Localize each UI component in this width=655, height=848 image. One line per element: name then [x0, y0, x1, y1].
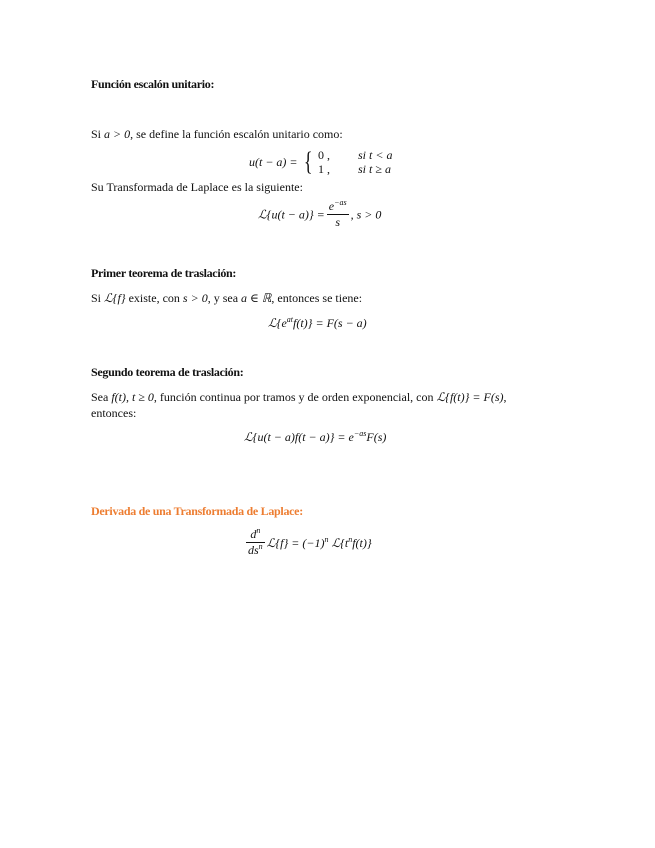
- heading-second-theorem: Segundo teorema de traslación:: [91, 365, 244, 379]
- ft-prefix: Si: [91, 291, 105, 305]
- st-prefix: Sea: [91, 390, 112, 404]
- derivative-numerator: $d^n$: [246, 528, 265, 543]
- first-theorem-text: [91, 291, 362, 305]
- case2-value: 1 ,: [318, 162, 331, 176]
- case2-condition: si t ≥ a: [358, 162, 391, 176]
- second-theorem-text-line2: entonces:: [91, 406, 137, 420]
- intro-suffix: , se define la función escalón unitario como:: [130, 127, 343, 141]
- left-brace-glyph: {: [303, 147, 313, 176]
- unit-step-definition: [249, 148, 392, 176]
- st-mid: , función continua por tramos y de orden exponencial, con: [153, 390, 437, 404]
- transform-denominator: s: [335, 215, 341, 229]
- second-theorem-formula: ℒ{u(t − $a)f(t - a)\} = e^{-as}F(s)$: [244, 429, 387, 444]
- derivative-formula: [244, 528, 372, 557]
- cases-block: [318, 148, 392, 176]
- transform-numerator: $e^{-as}$: [328, 198, 347, 213]
- case1-condition: si t < a: [358, 148, 393, 162]
- ft-mid1: existe, con: [125, 291, 183, 305]
- heading-derivative: Derivada de una Transformada de Laplace:: [91, 504, 303, 518]
- case1-value: 0 ,: [318, 148, 331, 162]
- math-a-in-R: a ∈ ℝ: [241, 291, 272, 305]
- second-theorem-text: [91, 390, 507, 404]
- ft-suffix: , entonces se tiene:: [271, 291, 363, 305]
- math-a-gt-0: a > 0: [104, 127, 131, 141]
- derivative-denominator: $ds^n$: [248, 542, 263, 557]
- case-row-2: [318, 162, 392, 176]
- st-suffix: ,: [503, 390, 507, 404]
- transform-fraction: [327, 200, 349, 229]
- definition-lhs: u(t − a) =: [249, 155, 298, 169]
- transform-lhs: ℒ{u(t − a)} =: [258, 207, 325, 222]
- unit-step-transform-text: Su Transformada de Laplace es la siguiente:: [91, 180, 303, 194]
- first-theorem-formula: $ℒ\{e^{at}f(t)\} = F(s - a)$: [268, 315, 367, 330]
- ft-mid2: , y sea: [207, 291, 242, 305]
- math-Lft-eq-Fs: ℒ{f(t)} = F(s): [436, 390, 504, 404]
- case-row-1: [318, 148, 392, 162]
- math-Lf: ℒ{f}: [104, 291, 126, 305]
- unit-step-transform-formula: [258, 200, 381, 229]
- derivative-fraction: [246, 528, 265, 557]
- intro-prefix: Si: [91, 127, 105, 141]
- unit-step-intro: [91, 127, 343, 141]
- heading-unit-step: Función escalón unitario:: [91, 77, 215, 91]
- math-s-gt-0: s > 0: [182, 291, 208, 305]
- derivative-formula-rest: ℒ{f} = $(-1)^n$ $ℒ\{t^nf(t)\}$: [266, 534, 372, 550]
- heading-first-theorem: Primer teorema de traslación:: [91, 266, 237, 280]
- math-ft-t-ge-0: f(t), t ≥ 0: [111, 390, 154, 404]
- transform-condition: , s > 0: [350, 207, 382, 222]
